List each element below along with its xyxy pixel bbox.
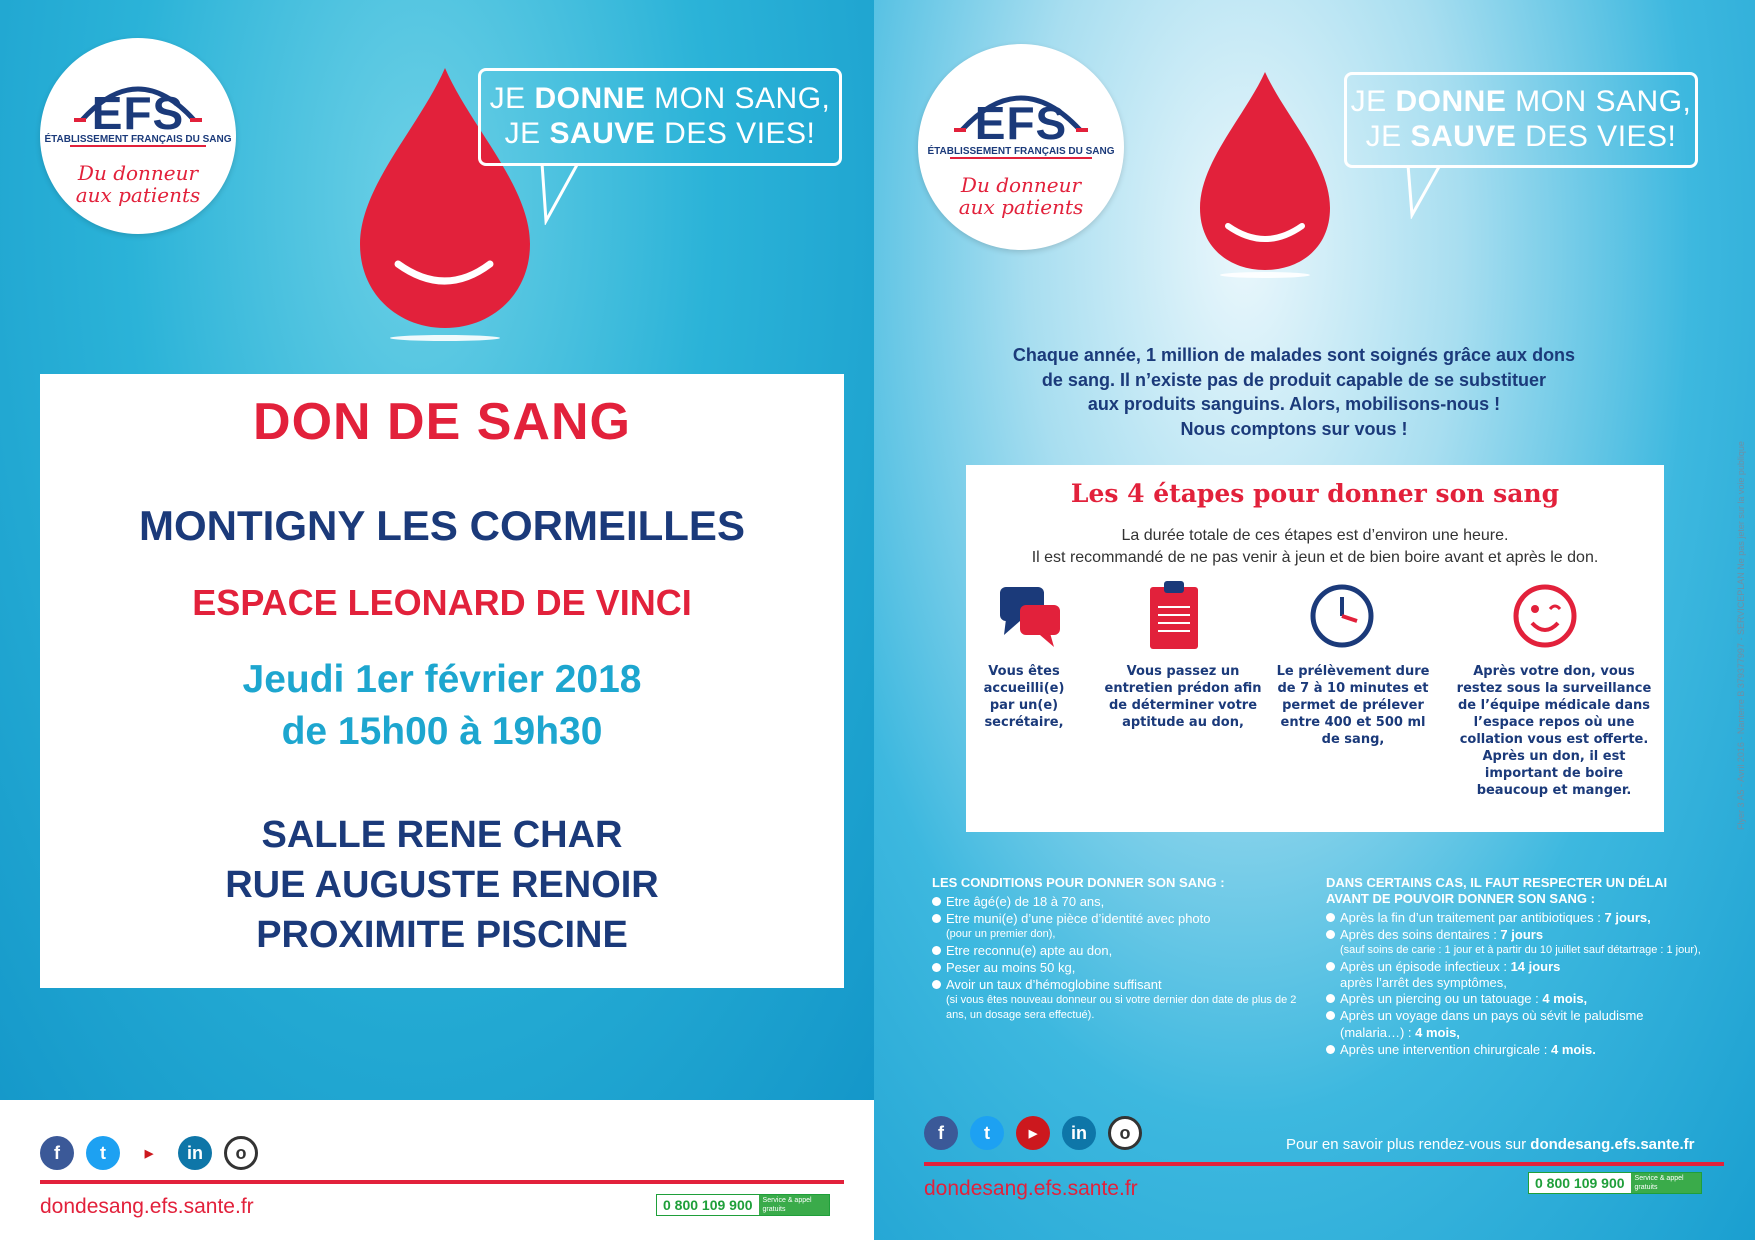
blood-drop-icon (1190, 70, 1340, 280)
slogan-line-1: JE DONNE MON SANG, (489, 82, 831, 115)
steps-subtitle-1: La durée totale de ces étapes est d’environ une heure. (1121, 527, 1509, 544)
delays-section (1326, 875, 1706, 1058)
steps-title: Les 4 étapes pour donner son sang (1070, 479, 1560, 508)
other-icon[interactable]: o (1108, 1116, 1142, 1150)
more-info-prefix: Pour en savoir plus rendez-vous sur (1286, 1136, 1531, 1153)
event-address-2: RUE AUGUSTE RENOIR (225, 864, 659, 906)
phone-note: Service & appel gratuits (1631, 1173, 1701, 1193)
bubble-tail-icon (1406, 165, 1442, 219)
intro-line-2: de sang. Il n’existe pas de produit capable de se substituer (1041, 369, 1547, 390)
footer-site-link[interactable]: dondesang.efs.sante.fr (40, 1195, 254, 1218)
bubble-tail-icon (540, 163, 580, 225)
phone-number: 0 800 109 900 (663, 1197, 753, 1213)
footer-divider (40, 1180, 844, 1184)
linkedin-icon[interactable]: in (1062, 1116, 1096, 1150)
slogan-line-2: JE SAUVE DES VIES! (504, 117, 816, 150)
phone-number: 0 800 109 900 (1535, 1175, 1625, 1191)
other-icon[interactable]: o (224, 1136, 258, 1170)
slogan-bubble (1344, 72, 1698, 168)
intro-line-4: Nous comptons sur vous ! (1180, 418, 1408, 439)
efs-tagline-2: aux patients (75, 183, 201, 207)
intro-line-3: aux produits sanguins. Alors, mobilisons-nous ! (1087, 394, 1501, 414)
slogan-line-2: JE SAUVE DES VIES! (1365, 120, 1677, 153)
delays-title: DANS CERTAINS CAS, IL FAUT RESPECTER UN DÉLAI AVANT DE POUVOIR DONNER SON SANG : (1326, 875, 1668, 906)
social-links-right (924, 1116, 1142, 1150)
step-4-text: Après votre don, vous restez sous la surveillance de l’équipe médicale dans l’espace repos où une collation vous est offerte. Après un don, il est important de boire beaucoup et manger. (1456, 664, 1652, 798)
step-1-text: Vous êtes accueilli(e) par un(e) secrétaire, (983, 664, 1065, 730)
clock-icon (1309, 583, 1375, 649)
phone-note: Service & appel gratuits (759, 1195, 829, 1215)
delay-item: Après un épisode infectieux : 14 jours (1326, 958, 1706, 975)
conditions-section (932, 875, 1302, 1023)
condition-item: Etre reconnu(e) apte au don, (932, 942, 1302, 959)
event-time: de 15h00 à 19h30 (281, 710, 603, 753)
efs-tagline-1: Du donneur (960, 173, 1082, 197)
youtube-icon[interactable]: ▶ (132, 1136, 166, 1170)
efs-abbr: EFS (91, 87, 185, 139)
smiley-wink-icon (1512, 583, 1578, 649)
phone-badge[interactable] (656, 1194, 830, 1216)
efs-full-name: ÉTABLISSEMENT FRANÇAIS DU SANG (927, 146, 1115, 157)
more-info (1286, 1136, 1695, 1153)
delay-item: Après un voyage dans un pays où sévit le paludisme (malaria…) : 4 mois, (1326, 1007, 1706, 1041)
efs-tagline-2: aux patients (958, 195, 1084, 219)
steps-subtitle-2: Il est recommandé de ne pas venir à jeun et de bien boire avant et après le don. (1031, 549, 1599, 566)
condition-item: Etre muni(e) d’une pièce d’identité avec photo (932, 910, 1302, 927)
slogan-bubble (478, 68, 842, 166)
linkedin-icon[interactable]: in (178, 1136, 212, 1170)
step-2-text: Vous passez un entretien prédon afin de déterminer votre aptitude au don, (1104, 664, 1262, 730)
efs-tagline-1: Du donneur (77, 161, 199, 185)
event-city: MONTIGNY LES CORMEILLES (139, 502, 745, 549)
condition-note: (pour un premier don), (946, 928, 1056, 940)
youtube-icon[interactable]: ▶ (1016, 1116, 1050, 1150)
event-address-3: PROXIMITE PISCINE (256, 914, 628, 956)
efs-abbr: EFS (974, 97, 1068, 149)
efs-logo (918, 44, 1124, 250)
facebook-icon[interactable]: f (924, 1116, 958, 1150)
condition-item: Avoir un taux d’hémoglobine suffisant (932, 976, 1302, 993)
intro-line-1: Chaque année, 1 million de malades sont soignés grâce aux dons (1012, 345, 1576, 365)
facebook-icon[interactable]: f (40, 1136, 74, 1170)
event-box (40, 374, 844, 988)
poster-left (0, 0, 874, 1240)
delay-item: Après des soins dentaires : 7 jours (1326, 926, 1706, 943)
footer-left (0, 1100, 874, 1240)
delay-item: Après un piercing ou un tatouage : 4 mois, (1326, 990, 1706, 1007)
event-address-1: SALLE RENE CHAR (261, 814, 623, 856)
delay-note: (sauf soins de carie : 1 jour et à partir du 10 juillet sauf détartrage : 1 jour), (1340, 944, 1701, 956)
condition-item: Peser au moins 50 kg, (932, 959, 1302, 976)
delay-note: après l’arrêt des symptômes, (1340, 975, 1507, 990)
poster-right (874, 0, 1755, 1240)
efs-logo (40, 38, 236, 234)
event-venue: ESPACE LEONARD DE VINCI (192, 582, 692, 623)
intro-text (874, 343, 1714, 441)
speech-bubbles-icon (996, 583, 1066, 653)
more-info-link[interactable]: dondesang.efs.sante.fr (1530, 1136, 1695, 1153)
event-title: DON DE SANG (253, 393, 631, 451)
footer-divider (924, 1162, 1724, 1166)
phone-badge[interactable] (1528, 1172, 1702, 1194)
steps-subtitle (966, 525, 1664, 569)
slogan-line-1: JE DONNE MON SANG, (1350, 85, 1692, 118)
social-links-left (40, 1136, 258, 1170)
conditions-title: LES CONDITIONS POUR DONNER SON SANG : (932, 875, 1225, 890)
vertical-margin-text: Flyer 3 A5 - Avril 2016 - Nanterre B 379377997 - SERVICEPLAN Ne pas jeter sur la voie publique (1736, 441, 1746, 830)
delay-item: Après une intervention chirurgicale : 4 mois. (1326, 1041, 1706, 1058)
delay-item: Après la fin d’un traitement par antibiotiques : 7 jours, (1326, 909, 1706, 926)
efs-full-name: ÉTABLISSEMENT FRANÇAIS DU SANG (44, 134, 232, 145)
twitter-icon[interactable]: t (970, 1116, 1004, 1150)
footer-site-link[interactable]: dondesang.efs.sante.fr (924, 1177, 1138, 1200)
event-date: Jeudi 1er février 2018 (242, 658, 642, 701)
condition-item: Etre âgé(e) de 18 à 70 ans, (932, 893, 1302, 910)
clipboard-icon (1144, 577, 1204, 653)
twitter-icon[interactable]: t (86, 1136, 120, 1170)
condition-note: (si vous êtes nouveau donneur ou si votre dernier don date de plus de 2 ans, un dosage sera effectué). (946, 994, 1297, 1021)
step-3-text: Le prélèvement dure de 7 à 10 minutes et permet de prélever entre 400 et 500 ml de sang, (1276, 664, 1430, 747)
